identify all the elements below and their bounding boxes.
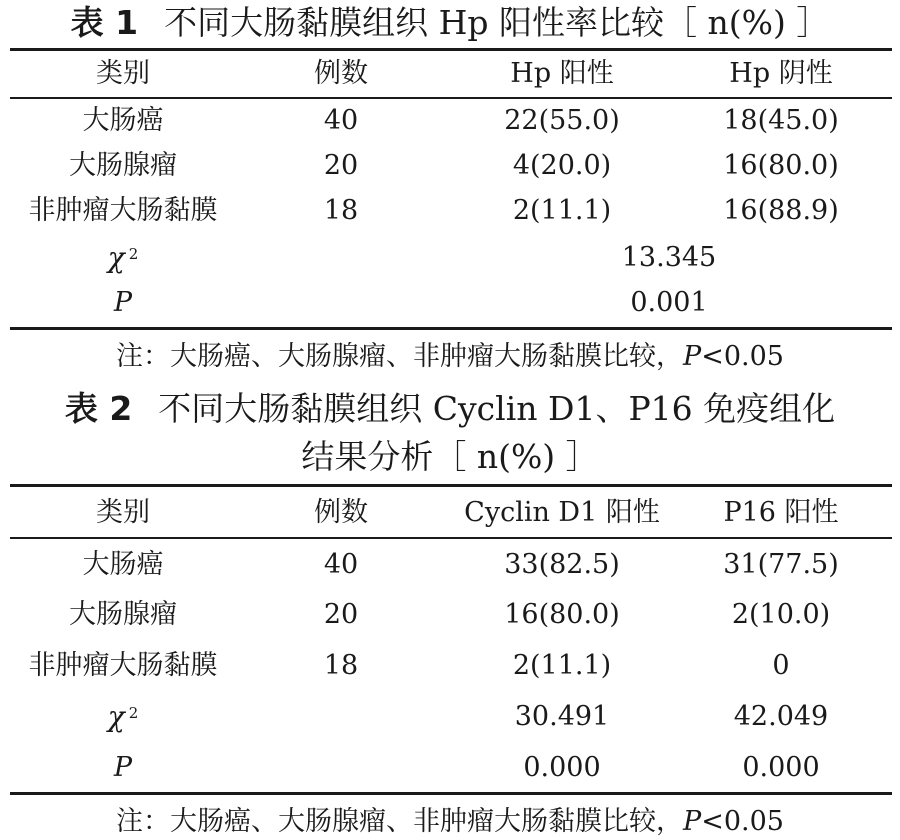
p-label: P [113,287,133,318]
table1-header-category: 类别 [96,58,150,89]
row-count: 18 [323,650,359,681]
table2-chi-row [0,697,900,737]
table2-p-cyclin: 0.000 [523,752,601,783]
table1-header-hp-negative: Hp 阴性 [729,58,833,89]
row-p16-positive: 2(10.0) [731,599,831,630]
table1-header-row [0,54,900,94]
p-label: P [113,752,133,783]
table1-bottom-rule [10,327,892,330]
table2-p-row [0,748,900,788]
table2-header-count: 例数 [314,497,368,528]
table1-chi-value: 13.345 [621,242,717,273]
table1-header-count: 例数 [314,58,368,89]
row-count: 40 [323,105,359,136]
table2-note [0,808,900,835]
table1-note-text: 注：大肠癌、大肠腺瘤、非肿瘤大肠黏膜比较， [116,341,684,372]
row-count: 20 [323,150,359,181]
table2-label: 表 2 [64,389,133,428]
row-hp-negative: 16(80.0) [723,150,839,181]
table2-top-rule [10,484,892,487]
table2-chi-p16: 42.049 [733,701,829,732]
row-category: 非肿瘤大肠黏膜 [28,650,218,681]
table2-note-p: P [683,806,702,837]
table2-bottom-rule [10,792,892,795]
table2-header-category: 类别 [96,497,150,528]
table2-header-rule [10,537,892,539]
row-count: 18 [323,195,359,226]
table1-top-rule [10,48,892,51]
row-hp-positive: 2(11.1) [512,195,612,226]
table1-header-rule [10,97,892,99]
row-category: 大肠腺瘤 [69,599,177,630]
table1-note-p: P [683,341,702,372]
row-p16-positive: 31(77.5) [723,549,839,580]
chi-square-label [10,697,236,737]
chi-symbol: χ [107,700,125,733]
table2-caption-line2 [0,437,900,476]
row-category: 大肠癌 [82,549,164,580]
table2-note-text: 注：大肠癌、大肠腺瘤、非肿瘤大肠黏膜比较， [116,806,684,837]
row-category: 非肿瘤大肠黏膜 [28,195,218,226]
row-cyclin-positive: 33(82.5) [504,549,620,580]
table1-note-cmp: <0.05 [701,341,784,372]
table1-note [0,343,900,370]
row-hp-negative: 16(88.9) [723,195,839,226]
table-row [0,191,900,231]
chi-square-label [10,238,236,278]
table2-note-cmp: <0.05 [701,806,784,837]
chi-superscript: 2 [128,704,139,722]
table1-header-hp-positive: Hp 阳性 [510,58,614,89]
table-row [0,545,900,585]
row-category: 大肠癌 [82,105,164,136]
table2-title-line2: 结果分析［ n(%) ］ [301,437,599,476]
table2-header-row [0,493,900,533]
table1-p-value: 0.001 [630,287,708,318]
table1-chi-row [0,238,900,278]
table1-p-row [0,283,900,323]
row-count: 20 [323,599,359,630]
table1-label: 表 1 [70,3,139,42]
row-hp-positive: 4(20.0) [512,150,612,181]
chi-superscript: 2 [128,245,139,263]
table-row [0,595,900,635]
table-row [0,646,900,686]
table2-header-cyclin-positive: Cyclin D1 阳性 [464,497,660,528]
row-category: 大肠腺瘤 [69,150,177,181]
table1-title: 不同大肠黏膜组织 Hp 阳性率比较［ n(%) ］ [164,3,830,42]
row-hp-positive: 22(55.0) [504,105,620,136]
row-cyclin-positive: 16(80.0) [504,599,620,630]
chi-symbol: χ [107,241,125,274]
row-cyclin-positive: 2(11.1) [512,650,612,681]
table2-chi-cyclin: 30.491 [514,701,610,732]
row-count: 40 [323,549,359,580]
table2-header-p16-positive: P16 阳性 [723,497,839,528]
table-row [0,146,900,186]
row-p16-positive: 0 [772,650,790,681]
table2-p-p16: 0.000 [742,752,820,783]
table-row [0,101,900,141]
table2-caption-line1 [0,389,900,428]
row-hp-negative: 18(45.0) [723,105,839,136]
table2-title-line1: 不同大肠黏膜组织 Cyclin D1、P16 免疫组化 [158,389,836,428]
table1-caption [0,3,900,42]
